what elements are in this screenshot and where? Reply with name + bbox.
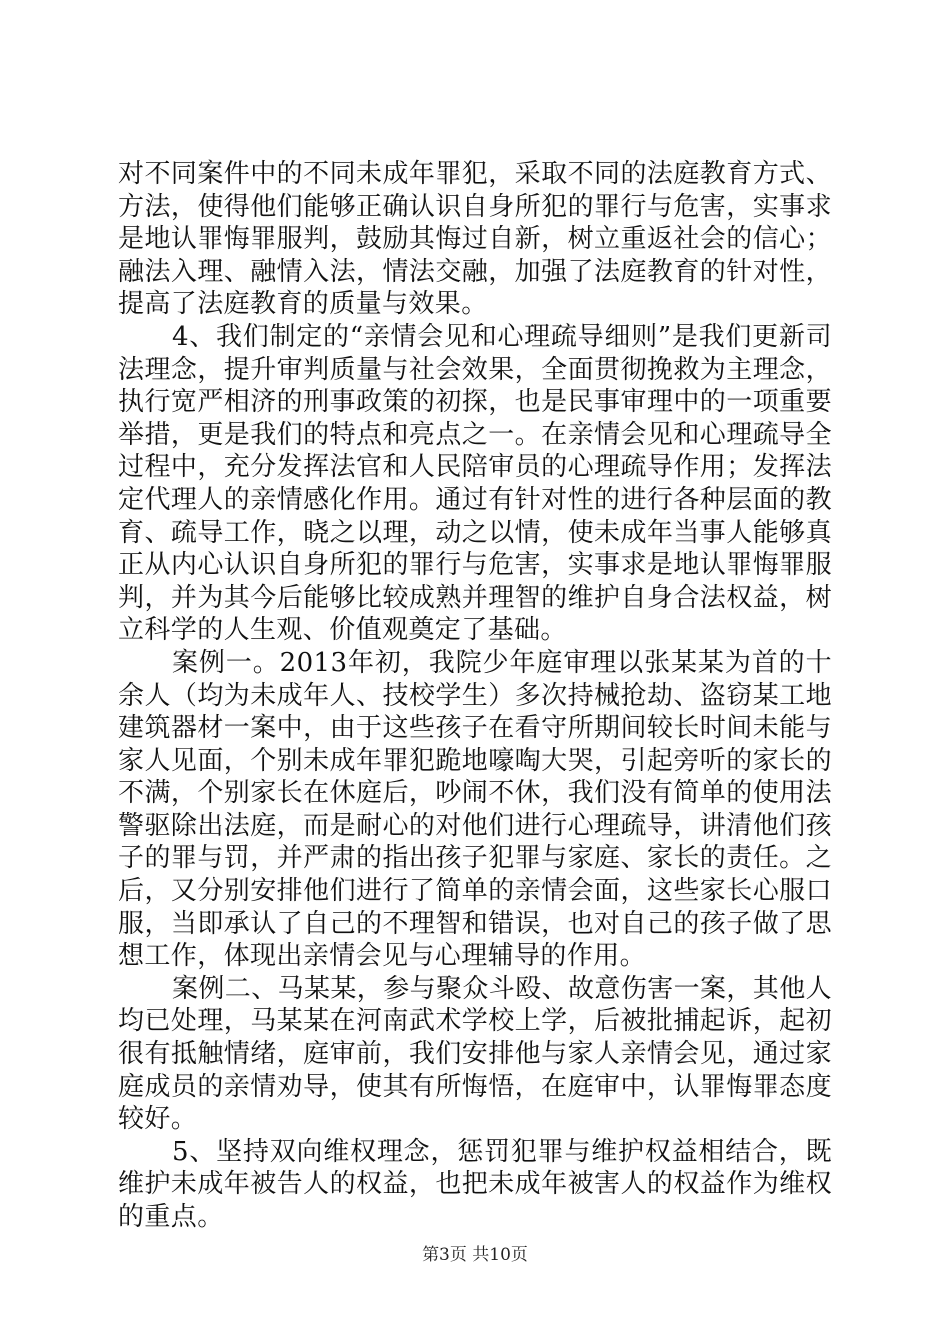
document-body [118,158,832,1234]
paragraph-continuation: 对不同案件中的不同未成年罪犯，采取不同的法庭教育方式、方法，使得他们能够正确认识自身所犯的罪行与危害，实事求是地认罪悔罪服判，鼓励其悔过自新，树立重返社会的信心；融法入理、融情入法，情法交融，加强了法庭教育的针对性，提高了法庭教育的质量与效果。 [118,159,832,320]
paragraph-case-two: 案例二、马某某，参与聚众斗殴、故意伤害一案，其他人均已处理，马某某在河南武术学校上学，后被批捕起诉，起初很有抵触情绪，庭审前，我们安排他与家人亲情会见，通过家庭成员的亲情劝导，使其有所悔悟，在庭审中，认罪悔罪态度较好。 [118,973,833,1135]
paragraph-item-5: 5、坚持双向维权理念，惩罚犯罪与维护权益相结合，既维护未成年被告人的权益，也把未成年被害人的权益作为维权的重点。 [118,1136,832,1232]
paragraph-case-one: 案例一。2013年初，我院少年庭审理以张某某为首的十余人（均为未成年人、技校学生）多次持械抢劫、盗窃某工地建筑器材一案中，由于这些孩子在看守所期间较长时间未能与家人见面，个别未成年罪犯跪地嚎啕大哭，引起旁听的家长的不满，个别家长在休庭后，吵闹不休，我们没有简单的使用法警驱除出法庭，而是耐心的对他们进行心理疏导，讲清他们孩子的罪与罚，并严肃的指出孩子犯罪与家庭、家长的责任。之后，又分别安排他们进行了简单的亲情会面，这些家长心服口服，当即承认了自己的不理智和错误，也对自己的孩子做了思想工作，体现出亲情会见与心理辅导的作用。 [118,647,832,972]
page-footer: 第3页 共10页 [422,1245,528,1265]
paragraph-item-4: 4、我们制定的“亲情会见和心理疏导细则”是我们更新司法理念，提升审判质量与社会效果，全面贯彻挽救为主理念，执行宽严相济的刑事政策的初探，也是民事审理中的一项重要举措，更是我们的特点和亮点之一。在亲情会见和心理疏导全过程中，充分发挥法官和人民陪审员的心理疏导作用；发挥法定代理人的亲情感化作用。通过有针对性的进行各种层面的教育、疏导工作，晓之以理，动之以情，使未成年当事人能够真正从内心认识自身所犯的罪行与危害，实事求是地认罪悔罪服判，并为其今后能够比较成熟并理智的维护自身合法权益，树立科学的人生观、价值观奠定了基础。 [118,321,832,646]
